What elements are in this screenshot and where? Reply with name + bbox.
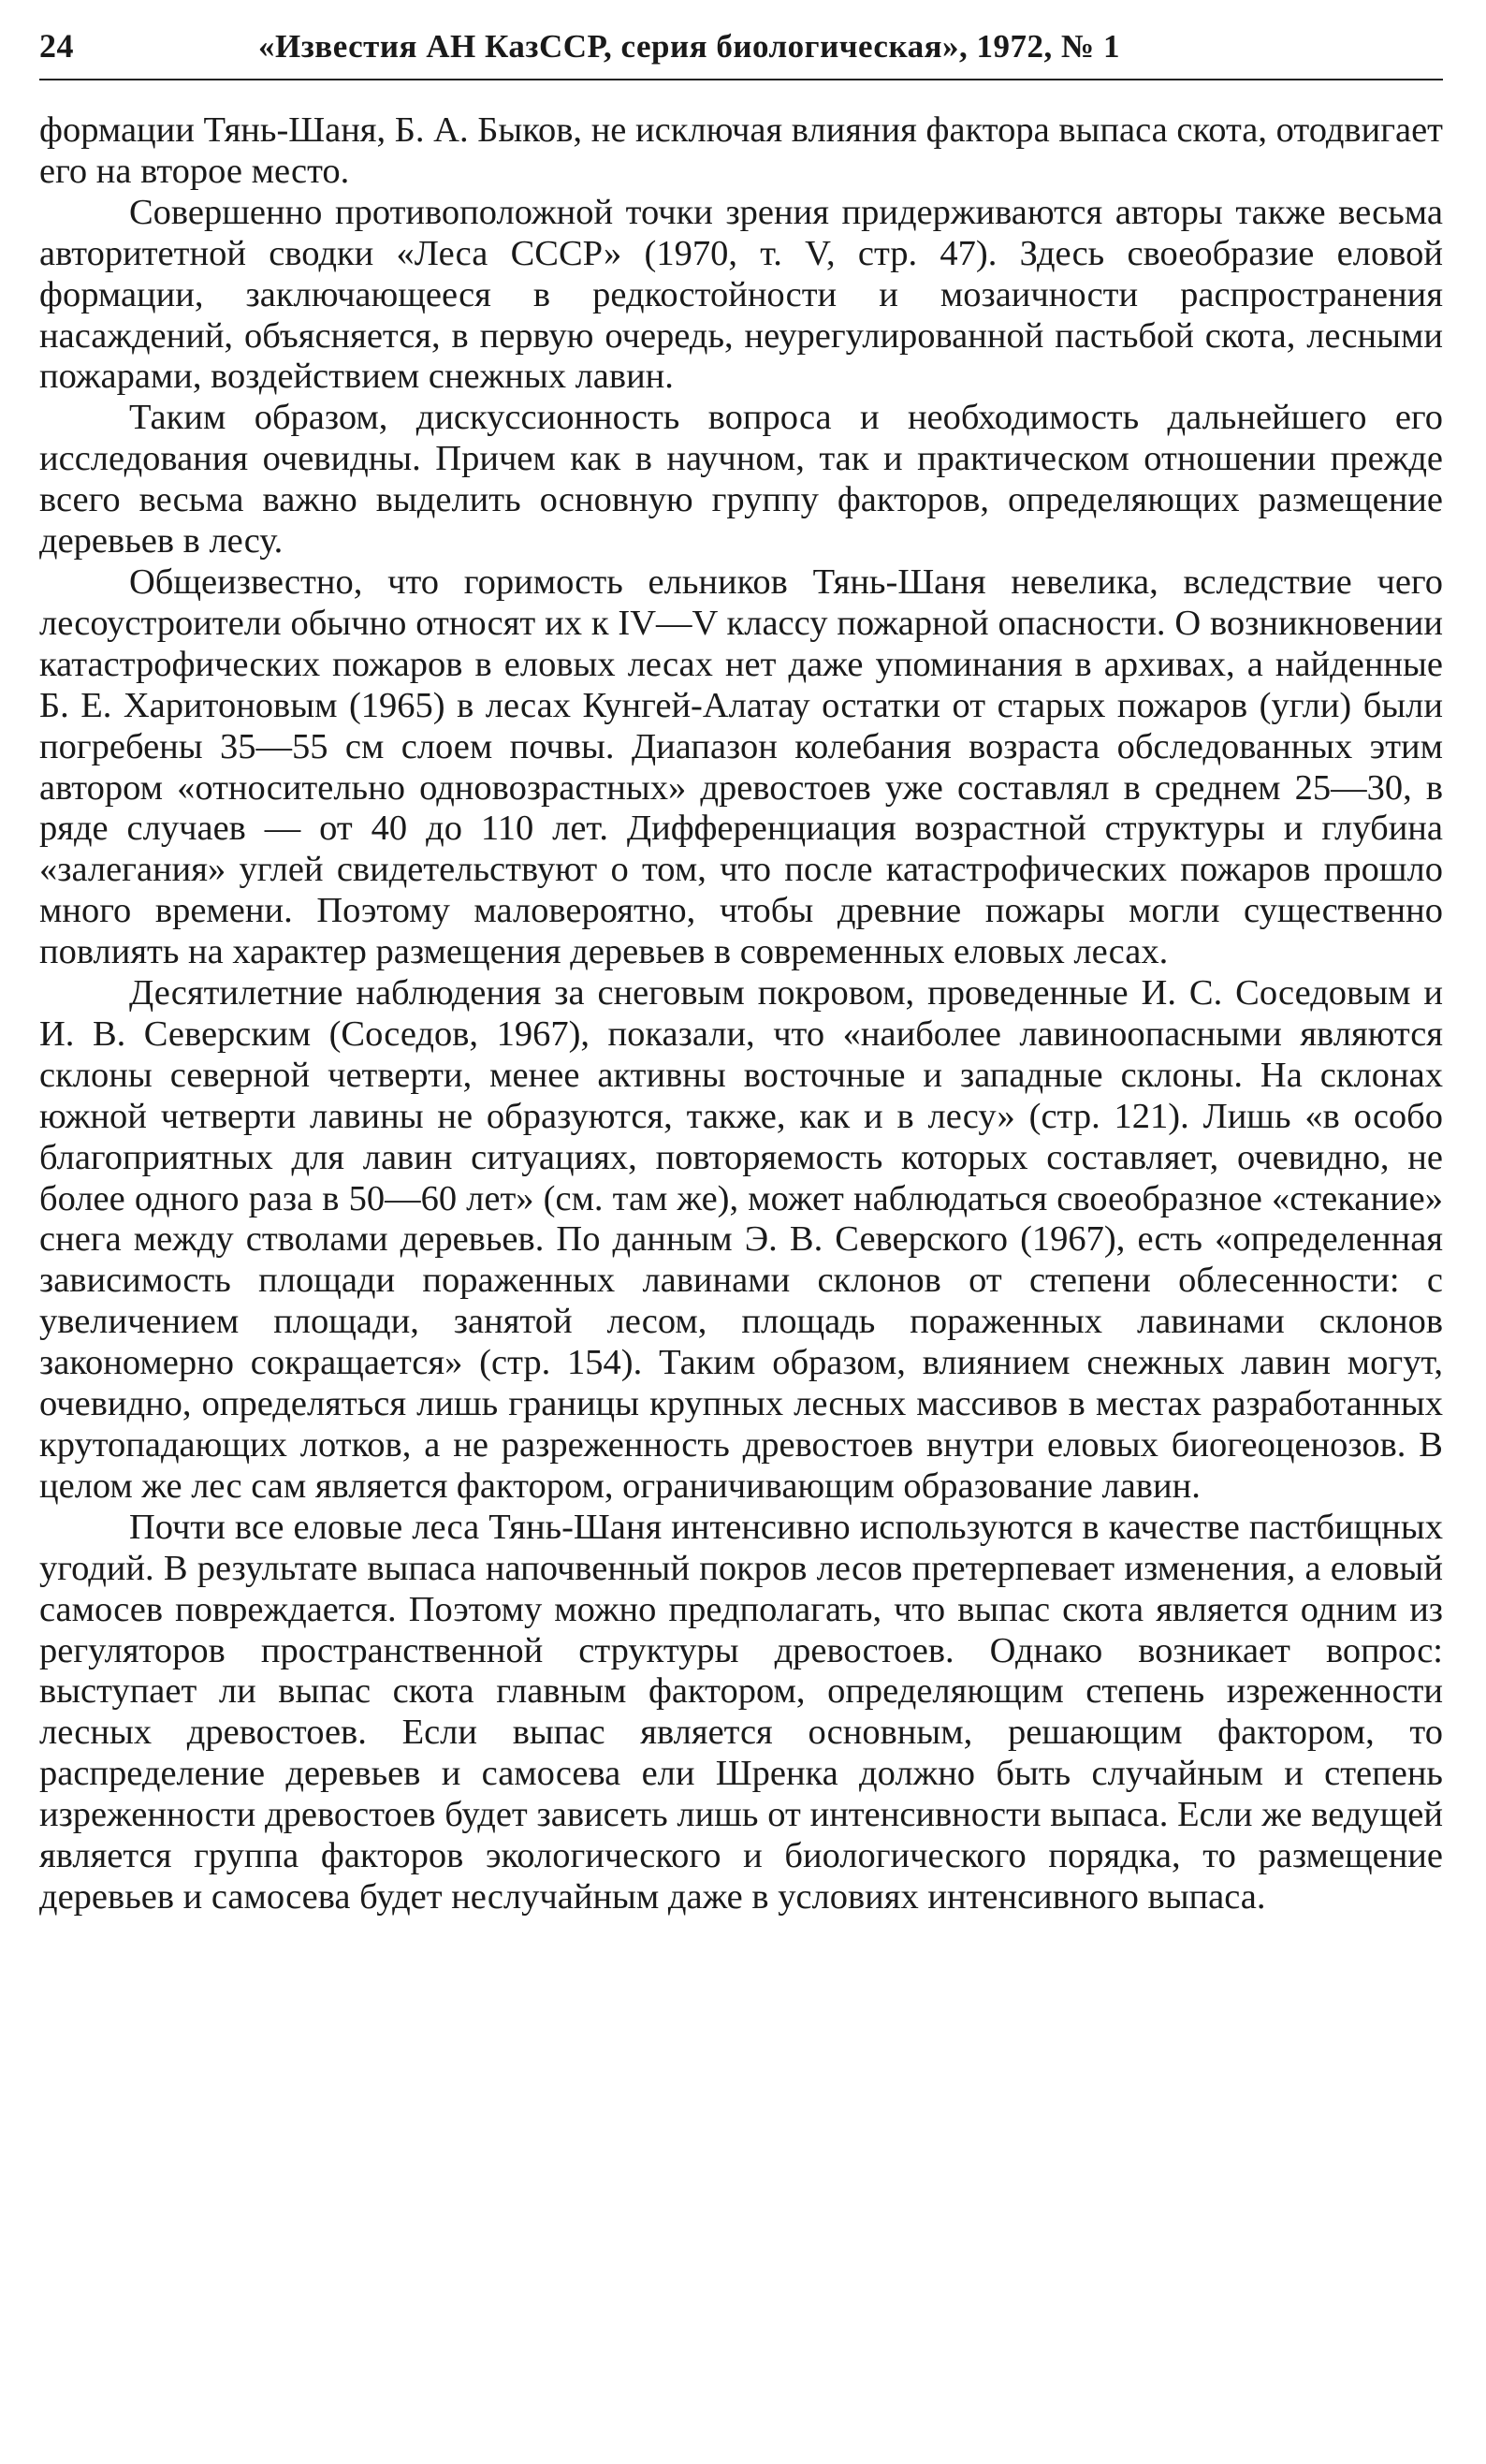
paragraph-opposing-view: Совершенно противоположной точки зрения придерживаются авторы также весьма авторитетной сводки «Леса СССР» (1970, т. V, стр. 47). Здесь своеобразие еловой формации, заключающееся в редкостойности и мозаичности распространения насаждений, объясняется, в первую очередь, неурегулированной пастьбой скота, лесными пожарами, воздействием снежных лавин. (39, 192, 1443, 397)
journal-title: «Известия АН КазССР, серия биологическая», 1972, № 1 (258, 28, 1120, 65)
paragraph-grazing: Почти все еловые леса Тянь-Шаня интенсивно используются в качестве пастбищных угодий. В результате выпаса напочвенный покров лесов претерпевает изменения, а еловый самосев повреждается. Поэтому можно предполагать, что выпас скота является одним из регуляторов пространственной структуры древостоев. Однако возникает вопрос: выступает ли выпас скота главным фактором, определяющим степень изреженности лесных древостоев. Если выпас является основным, решающим фактором, то распределение деревьев и самосева ели Шренка должно быть случайным и степень изреженности древостоев будет зависеть лишь от интенсивности выпаса. Если же ведущей является группа факторов экологического и биологического порядка, то размещение деревьев и самосева будет неслучайным даже в условиях интенсивного выпаса. (39, 1507, 1443, 1917)
document-page (39, 26, 1443, 1918)
running-header (39, 26, 1443, 80)
page-number: 24 (39, 27, 74, 65)
paragraph-continued: формации Тянь-Шаня, Б. А. Быков, не исключая влияния фактора выпаса скота, отодвигает его на второе место. (39, 110, 1443, 191)
paragraph-avalanches: Десятилетние наблюдения за снеговым покровом, проведенные И. С. Соседовым и И. В. Северским (Соседов, 1967), показали, что «наиболее лавиноопасными являются склоны северной четверти, менее активны восточные и западные склоны. На склонах южной четверти лавины не образуются, также, как и в лесу» (стр. 121). Лишь «в особо благоприятных для лавин ситуациях, повторяемость которых составляет, очевидно, не более одного раза в 50—60 лет» (см. там же), может наблюдаться своеобразное «стекание» снега между стволами деревьев. По данным Э. В. Северского (1967), есть «определенная зависимость площади пораженных лавинами склонов от степени облесенности: с увеличением площади, занятой лесом, площадь пораженных лавинами склонов закономерно сокращается» (стр. 154). Таким образом, влиянием снежных лавин могут, очевидно, определяться лишь границы крупных лесных массивов в местах разработанных крутопадающих лотков, а не разреженность древостоев внутри еловых биогеоценозов. В целом же лес сам является фактором, ограничивающим образование лавин. (39, 973, 1443, 1506)
paragraph-fire: Общеизвестно, что горимость ельников Тянь-Шаня невелика, вследствие чего лесоустроители обычно относят их к IV—V классу пожарной опасности. О возникновении катастрофических пожаров в еловых лесах нет даже упоминания в архивах, а найденные Б. Е. Харитоновым (1965) в лесах Кунгей-Алатау остатки от старых пожаров (угли) были погребены 35—55 см слоем почвы. Диапазон колебания возраста обследованных этим автором «относительно одновозрастных» древостоев уже составлял в среднем 25—30, в ряде случаев — от 40 до 110 лет. Дифференциация возрастной структуры и глубина «залегания» углей свидетельствуют о том, что после катастрофических пожаров прошло много времени. Поэтому маловероятно, чтобы древние пожары могли существенно повлиять на характер размещения деревьев в современных еловых лесах. (39, 561, 1443, 972)
paragraph-discussion: Таким образом, дискуссионность вопроса и необходимость дальнейшего его исследования очевидны. Причем как в научном, так и практическом отношении прежде всего весьма важно выделить основную группу факторов, определяющих размещение деревьев в лесу. (39, 398, 1443, 561)
article-body (39, 110, 1443, 1918)
